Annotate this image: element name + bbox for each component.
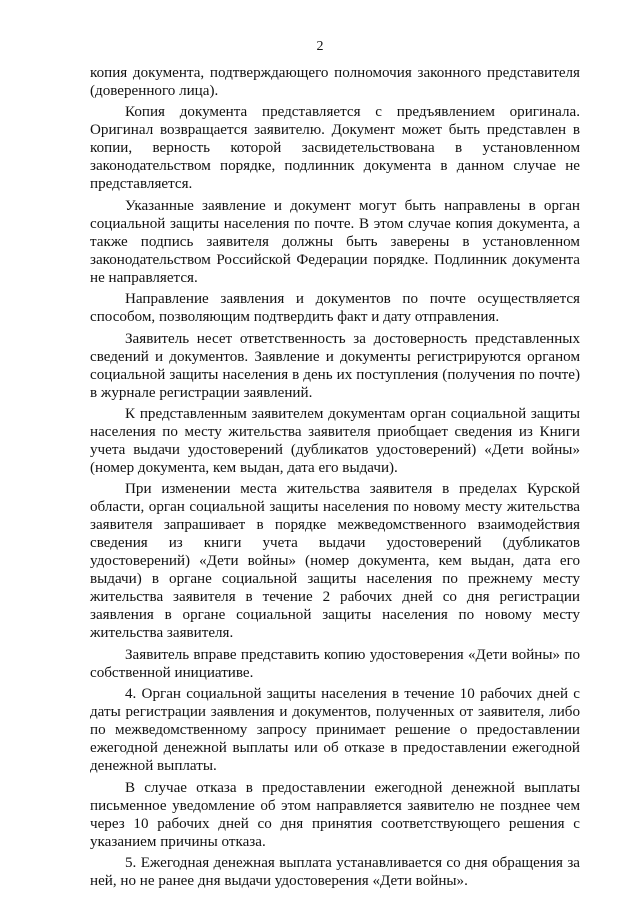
paragraph-copy-original: Копия документа представляется с предъявлением оригинала. Оригинал возвращается заявителю. Документ может быть представлен в копии, верность которой засвидетельствована в установленном законодательством порядке, подлинник документа в данном случае не представляется. — [90, 104, 580, 193]
paragraph-refusal-notice: В случае отказа в предоставлении ежегодной денежной выплаты письменное уведомление об этом направляется заявителю не позднее чем через 10 рабочих дней со дня принятия соответствующего решения с указанием причины отказа. — [90, 779, 580, 850]
paragraph-item-4-decision: 4. Орган социальной защиты населения в течение 10 рабочих дней с даты регистрации заявления и документов, полученных от заявителя, либо по межведомственному запросу принимает решение о предоставлении ежегодной денежной выплаты или об отказе в предоставлении ежегодной денежной выплаты. — [90, 686, 580, 775]
page-number: 2 — [316, 39, 324, 54]
paragraph-item-5-payment-start: 5. Ежегодная денежная выплата устанавливается со дня обращения за ней, но не ранее дня выдачи удостоверения «Дети войны». — [90, 854, 580, 889]
document-body — [90, 64, 580, 893]
paragraph-continuation: копия документа, подтверждающего полномочия законного представителя (доверенного лица). — [90, 65, 580, 99]
paragraph-book-records: К представленным заявителем документам орган социальной защиты населения по месту жительства заявителя приобщает сведения из Книги учета выдачи удостоверений (дубликатов удостоверений) «Дети войны» (номер документа, кем выдан, дата его выдачи). — [90, 405, 580, 476]
paragraph-applicant-responsibility: Заявитель несет ответственность за достоверность представленных сведений и документов. Заявление и документы регистрируются органом социальной защиты населения в день их поступления (получения по почте) в журнале регистрации заявлений. — [90, 330, 580, 401]
paragraph-change-residence: При изменении места жительства заявителя в пределах Курской области, орган социальной защиты населения по новому месту жительства заявителя запрашивает в порядке межведомственного взаимодействия сведения из книги учета выдачи удостоверений (дубликатов удостоверений) «Дети войны» (номер документа, кем выдан, дата его выдачи) в органе социальной защиты населения по прежнему месту жительства заявителя в течение 2 рабочих дней со дня регистрации заявления в органе социальной защиты населения по новому месту жительства заявителя. — [90, 481, 580, 642]
paragraph-mail-method: Направление заявления и документов по почте осуществляется способом, позволяющим подтвердить факт и дату отправления. — [90, 291, 580, 326]
paragraph-mail-submission: Указанные заявление и документ могут быть направлены в орган социальной защиты населения по почте. В этом случае копия документа, а также подпись заявителя должны быть заверены в установленном законодательством Российской Федерации порядке. Подлинник документа не направляется. — [90, 197, 580, 286]
paragraph-own-initiative: Заявитель вправе представить копию удостоверения «Дети войны» по собственной инициативе. — [90, 646, 580, 681]
